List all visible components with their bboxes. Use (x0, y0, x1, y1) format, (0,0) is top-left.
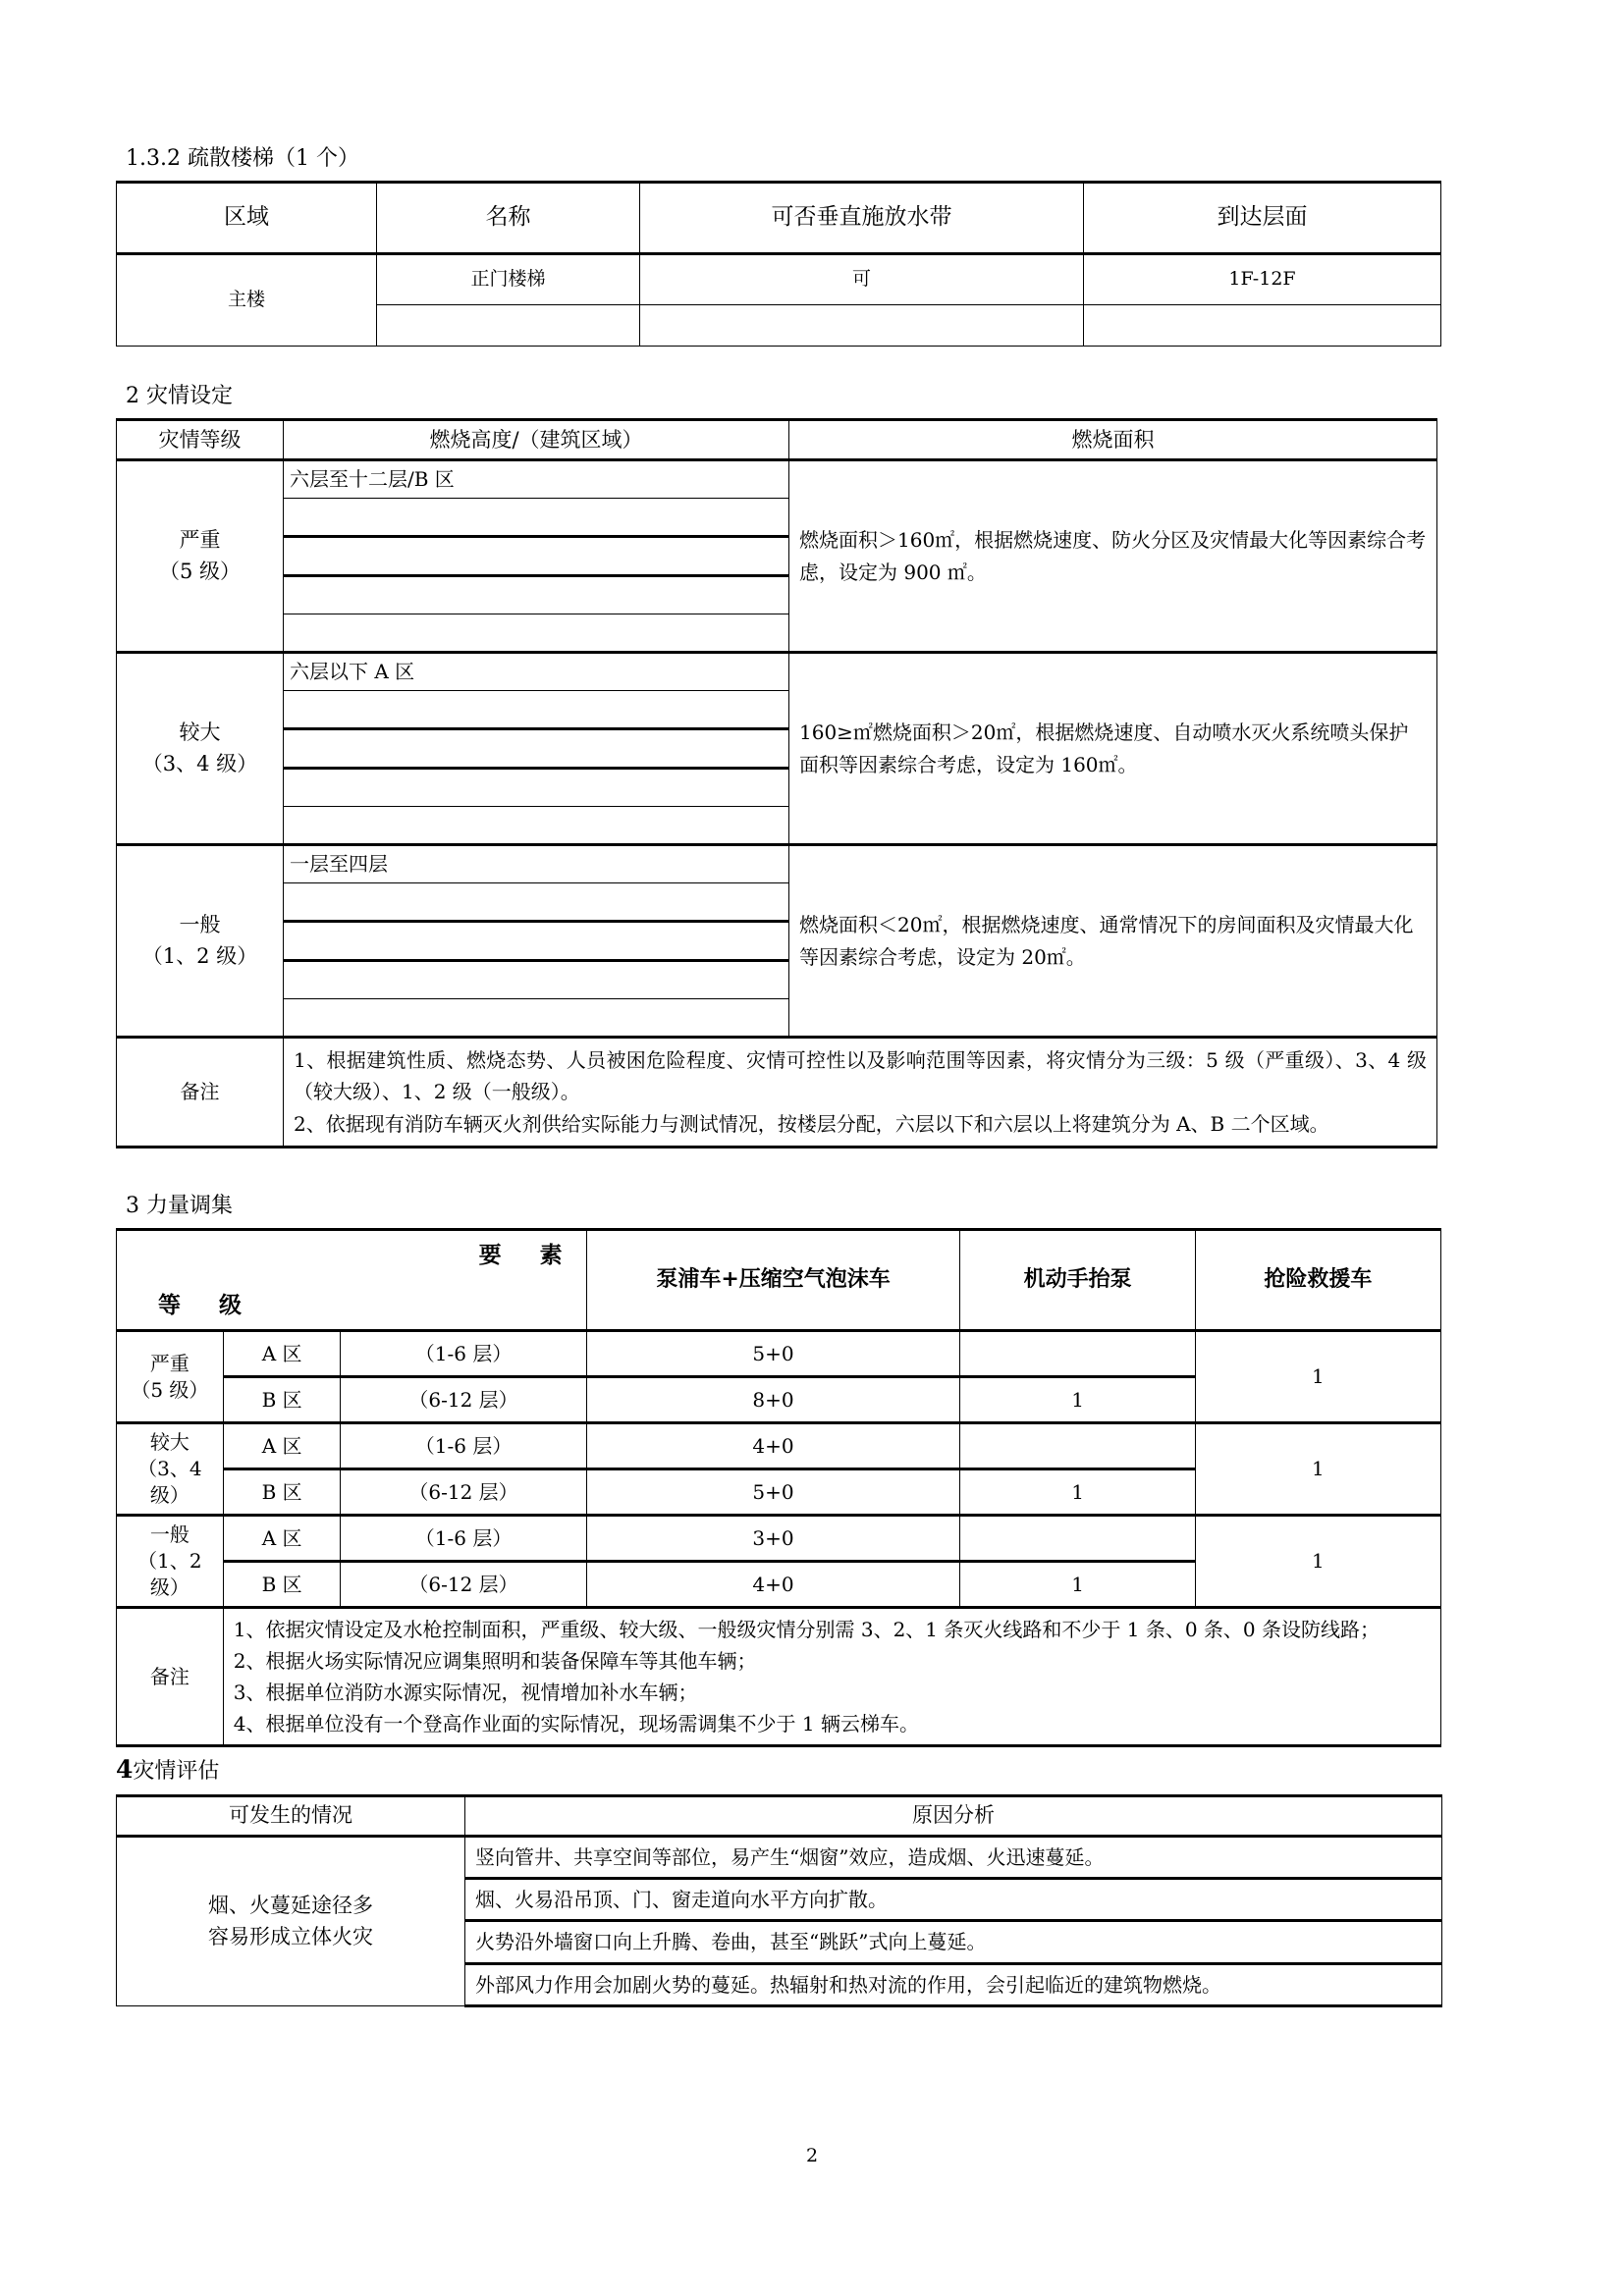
cell-situation (117, 1836, 465, 2006)
table-row (117, 1516, 1441, 1562)
cell-portable-pump: 1 (960, 1562, 1195, 1608)
page-number: 2 (805, 2145, 819, 2166)
table-header-row (117, 420, 1437, 460)
note-label: 备注 (117, 1608, 224, 1746)
level-grade: （5 级） (131, 1377, 209, 1402)
cell-pump-foam: 5+0 (586, 1331, 960, 1377)
cell-floors: （6-12 层） (341, 1469, 586, 1516)
table-row (117, 254, 1441, 305)
disaster-setting-table (116, 418, 1437, 1148)
cell-empty (284, 537, 789, 576)
table-row (117, 1836, 1442, 1878)
cell-zone: A 区 (223, 1423, 341, 1469)
cell-portable-pump (960, 1331, 1195, 1377)
note-label: 备注 (117, 1038, 284, 1148)
section-number: 4 (116, 1755, 134, 1785)
page-content (116, 142, 1461, 2007)
cell-floors (1084, 305, 1441, 347)
col-header-burn-area: 燃烧面积 (789, 420, 1437, 460)
cell-floors: （1-6 层） (341, 1423, 586, 1469)
cell-vertical-hose: 可 (640, 254, 1084, 305)
cell-empty (284, 922, 789, 961)
note-line: 1、根据建筑性质、燃烧态势、人员被困危险程度、灾情可控性以及影响范围等因素，将灾情分为三级：5 级（严重级）、3、4 级（较大级）、1、2 级（一般级）。 (294, 1048, 1427, 1104)
cell-rescue-vehicle: 1 (1195, 1331, 1440, 1423)
col-header-possible-situation: 可发生的情况 (117, 1795, 465, 1836)
col-header-element-level (117, 1230, 587, 1331)
cell-pump-foam: 4+0 (586, 1562, 960, 1608)
level-grade: （3、4 级） (137, 1457, 202, 1508)
col-header-burn-height: 燃烧高度/（建筑区域） (284, 420, 789, 460)
cell-empty (284, 883, 789, 922)
table-header-row (117, 1795, 1442, 1836)
cell-pump-foam: 5+0 (586, 1469, 960, 1516)
cell-level-general (117, 845, 284, 1038)
col-header-rescue-vehicle: 抢险救援车 (1195, 1230, 1440, 1331)
cell-zone: A 区 (223, 1331, 341, 1377)
cell-empty (284, 691, 789, 729)
cell-cause: 烟、火易沿吊顶、门、窗走道向水平方向扩散。 (465, 1879, 1442, 1921)
cell-level-general (117, 1516, 224, 1608)
cell-cause: 火势沿外墙窗口向上升腾、卷曲，甚至“跳跃”式向上蔓延。 (465, 1921, 1442, 1963)
note-content (223, 1608, 1440, 1746)
section-heading-4 (116, 1747, 1461, 1794)
cell-level-moderate (117, 1423, 224, 1516)
cell-pump-foam: 4+0 (586, 1423, 960, 1469)
cell-empty (284, 769, 789, 807)
cell-empty (284, 961, 789, 999)
level-name: 较大 (149, 1430, 189, 1455)
cell-empty (284, 576, 789, 614)
note-line: 2、依据现有消防车辆灭火剂供给实际能力与测试情况，按楼层分配，六层以下和六层以上将建筑分为 A、B 二个区域。 (294, 1111, 1329, 1136)
force-mobilization-table (116, 1228, 1441, 1747)
cell-zone: B 区 (223, 1562, 341, 1608)
cell-portable-pump: 1 (960, 1377, 1195, 1423)
cell-level-moderate (117, 653, 284, 845)
cell-burn-area: 燃烧面积＞160㎡，根据燃烧速度、防火分区及灾情最大化等因素综合考虑，设定为 900 ㎡。 (789, 460, 1437, 653)
level-name: 严重 (149, 1351, 189, 1375)
table-note-row (117, 1038, 1437, 1148)
disaster-assessment-table (116, 1794, 1442, 2008)
cell-floors: （6-12 层） (341, 1562, 586, 1608)
level-grade: （5 级） (158, 559, 242, 583)
situation-line: 烟、火蔓延途径多 (208, 1893, 373, 1917)
evacuation-stairs-table (116, 181, 1441, 347)
col-header-pump-foam: 泵浦车+压缩空气泡沫车 (586, 1230, 960, 1331)
cell-cause: 竖向管井、共享空间等部位，易产生“烟窗”效应，造成烟、火迅速蔓延。 (465, 1836, 1442, 1878)
table-note-row (117, 1608, 1441, 1746)
cell-rescue-vehicle: 1 (1195, 1516, 1440, 1608)
note-content (284, 1038, 1437, 1148)
col-header-level: 等 级 (158, 1291, 249, 1318)
cell-level-severe (117, 460, 284, 653)
col-header-area: 区域 (117, 183, 377, 254)
note-line: 1、依据灾情设定及水枪控制面积，严重级、较大级、一般级灾情分别需 3、2、1 条灭火线路和不少于 1 条、0 条、0 条设防线路； (233, 1618, 1380, 1642)
cell-burn-area: 燃烧面积＜20㎡，根据燃烧速度、通常情况下的房间面积及灾情最大化等因素综合考虑，设定为 20㎡。 (789, 845, 1437, 1038)
cell-empty (284, 999, 789, 1038)
note-line: 4、根据单位没有一个登高作业面的实际情况，现场需调集不少于 1 辆云梯车。 (233, 1712, 919, 1736)
level-grade: （1、2 级） (141, 943, 258, 968)
cell-vertical-hose (640, 305, 1084, 347)
cell-floors: （6-12 层） (341, 1377, 586, 1423)
table-row (117, 1423, 1441, 1469)
table-row (117, 1331, 1441, 1377)
cell-portable-pump: 1 (960, 1469, 1195, 1516)
cell-empty (284, 614, 789, 653)
col-header-element: 要 素 (478, 1242, 570, 1269)
cell-rescue-vehicle: 1 (1195, 1423, 1440, 1516)
cell-name (377, 305, 640, 347)
cell-burn-height: 一层至四层 (284, 845, 789, 883)
cell-zone: A 区 (223, 1516, 341, 1562)
note-line: 2、根据火场实际情况应调集照明和装备保障车等其他车辆； (233, 1649, 757, 1674)
level-name: 较大 (179, 721, 221, 744)
section-title: 灾情评估 (133, 1759, 220, 1785)
section-heading-1-3-2: 1.3.2 疏散楼梯（1 个） (126, 146, 359, 171)
cell-zone: B 区 (223, 1377, 341, 1423)
col-header-vertical-hose: 可否垂直施放水带 (640, 183, 1084, 254)
cell-empty (284, 729, 789, 769)
cell-zone: B 区 (223, 1469, 341, 1516)
note-line: 3、根据单位消防水源实际情况，视情增加补水车辆； (233, 1681, 698, 1705)
col-header-cause-analysis: 原因分析 (465, 1795, 1442, 1836)
col-header-name: 名称 (377, 183, 640, 254)
col-header-disaster-level: 灾情等级 (117, 420, 284, 460)
cell-level-severe (117, 1331, 224, 1423)
cell-burn-height: 六层至十二层/B 区 (284, 460, 789, 499)
cell-floors: （1-6 层） (341, 1516, 586, 1562)
cell-cause: 外部风力作用会加剧火势的蔓延。热辐射和热对流的作用，会引起临近的建筑物燃烧。 (465, 1963, 1442, 2005)
table-row (117, 653, 1437, 691)
cell-portable-pump (960, 1516, 1195, 1562)
col-header-floors: 到达层面 (1084, 183, 1441, 254)
cell-area: 主楼 (117, 254, 377, 347)
level-name: 一般 (179, 913, 221, 936)
level-name: 一般 (149, 1522, 189, 1547)
level-name: 严重 (179, 528, 221, 552)
table-header-row (117, 1230, 1441, 1331)
situation-line: 容易形成立体火灾 (208, 1925, 373, 1949)
cell-name: 正门楼梯 (377, 254, 640, 305)
cell-empty (284, 807, 789, 845)
cell-portable-pump (960, 1423, 1195, 1469)
cell-burn-height: 六层以下 A 区 (284, 653, 789, 691)
table-header-row (117, 183, 1441, 254)
table-row (117, 845, 1437, 883)
cell-floors: （1-6 层） (341, 1331, 586, 1377)
level-grade: （3、4 级） (141, 751, 258, 775)
cell-floors: 1F-12F (1084, 254, 1441, 305)
col-header-portable-pump: 机动手抬泵 (960, 1230, 1195, 1331)
cell-burn-area: 160≥㎡燃烧面积＞20㎡，根据燃烧速度、自动喷水灭火系统喷头保护面积等因素综合考虑，设定为 160㎡。 (789, 653, 1437, 845)
level-grade: （1、2 级） (137, 1549, 202, 1600)
cell-pump-foam: 8+0 (586, 1377, 960, 1423)
cell-empty (284, 499, 789, 537)
section-heading-2: 2 灾情设定 (126, 384, 233, 408)
section-heading-3: 3 力量调集 (126, 1194, 233, 1219)
cell-pump-foam: 3+0 (586, 1516, 960, 1562)
table-row (117, 460, 1437, 499)
